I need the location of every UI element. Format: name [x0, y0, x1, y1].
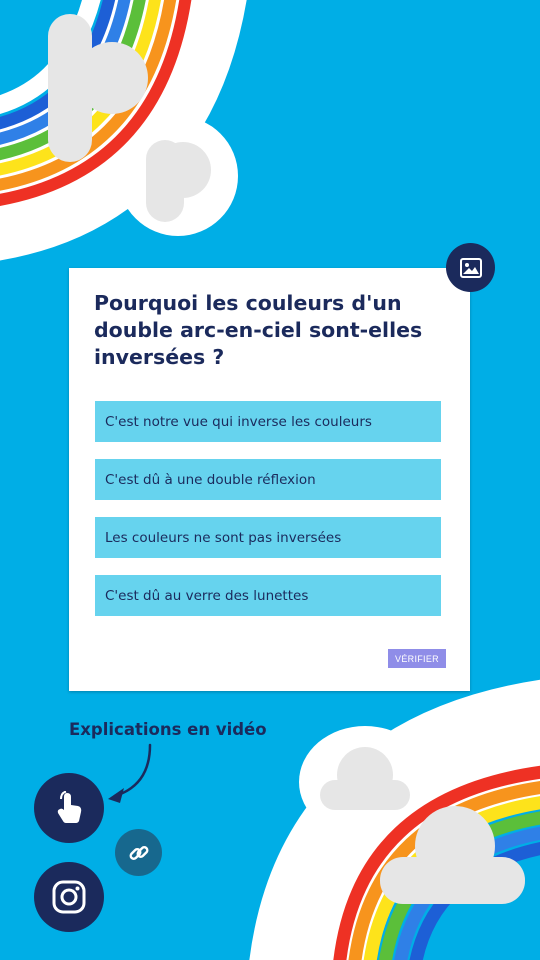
verify-button[interactable]: VÉRIFIER: [388, 649, 446, 668]
hand-pointer-icon: [54, 791, 84, 825]
video-touch-button[interactable]: [34, 773, 104, 843]
quiz-question: Pourquoi les couleurs d'un double arc-en-ciel sont-elles inversées ?: [94, 291, 423, 369]
instagram-button[interactable]: [34, 862, 104, 932]
image-icon: [460, 258, 482, 278]
instagram-icon: [52, 880, 86, 914]
answer-option-2[interactable]: C'est dû à une double réflexion: [95, 459, 441, 500]
video-explanation-label: Explications en vidéo: [69, 720, 267, 739]
image-button[interactable]: [446, 243, 495, 292]
answer-option-1[interactable]: C'est notre vue qui inverse les couleurs: [95, 401, 441, 442]
link-icon: [128, 842, 150, 864]
answer-option-3[interactable]: Les couleurs ne sont pas inversées: [95, 517, 441, 558]
answer-list: [95, 401, 441, 633]
answer-option-4[interactable]: C'est dû au verre des lunettes: [95, 575, 441, 616]
quiz-card: [69, 268, 470, 691]
link-button[interactable]: [115, 829, 162, 876]
